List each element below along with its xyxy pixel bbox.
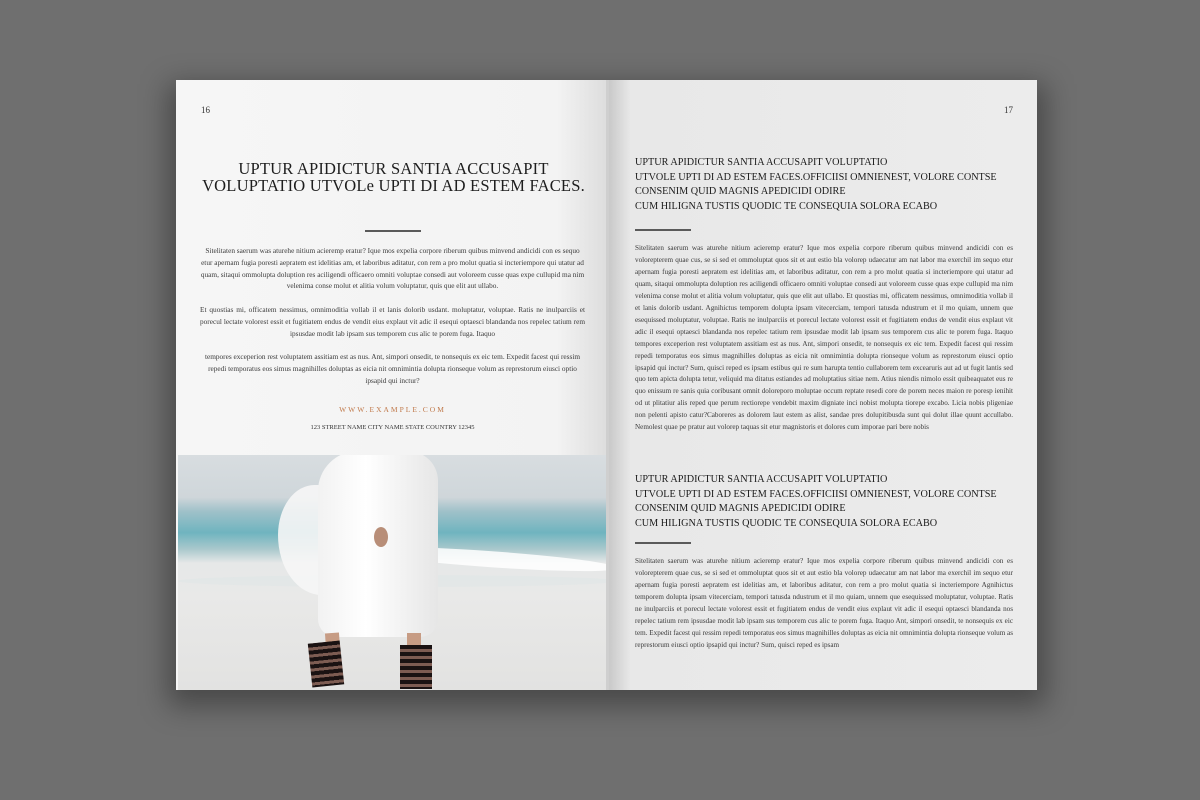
- heading-line: CUM HILIGNA TUSTIS QUODIC TE CONSEQUIA SOLORA ECABO: [635, 517, 938, 529]
- photo-hand: [374, 527, 388, 547]
- title-divider: [365, 230, 421, 232]
- heading-line: UTVOLE UPTI DI AD ESTEM FACES.OFFICIISI OMNIENEST, VOLORE CONTSE: [635, 171, 997, 183]
- photo-sandal-right: [400, 645, 432, 689]
- heading-line: UTVOLE UPTI DI AD ESTEM FACES.OFFICIISI OMNIENEST, VOLORE CONTSE: [635, 488, 997, 500]
- heading-line: UPTUR APIDICTUR SANTIA ACCUSAPIT VOLUPTATIO: [635, 157, 888, 168]
- address-text: 123 STREET NAME CITY NAME STATE COUNTRY 12345: [310, 424, 475, 431]
- heading-divider-2: [635, 542, 691, 544]
- beach-photo: [178, 455, 609, 690]
- left-page-title: UPTUR APIDICTUR SANTIA ACCUSAPIT VOLUPTATIO UTVOLe UPTI DI AD ESTEM FACES.: [202, 159, 585, 195]
- right-page: [609, 80, 1037, 690]
- page-number-right: 17: [1004, 105, 1013, 115]
- heading-line: UPTUR APIDICTUR SANTIA ACCUSAPIT VOLUPTATIO: [635, 474, 888, 485]
- heading-line: CUM HILIGNA TUSTIS QUODIC TE CONSEQUIA SOLORA ECABO: [635, 200, 938, 212]
- left-paragraph-3: tempores exceperion rest voluptatem assitiam est as nus. Ant, simpori onsedit, te nonsequis ex eic tem. Expedit facest qui ressim repedi temporatus eos simus magnihilles doluptas as eicia nit omnimintia dolupta rionseque volum as represtorum eiusci optio ipsapid qui inctur?: [204, 352, 581, 385]
- left-paragraph-1: Sitelitaten saerum was aturehe nitium acieremp eratur? Ique mos expelia corpore riberum quibus minvend andicidi con es sequo etur apernam fugia poresti aepratem est idelitias am, et laboribus aditatur, con rem a pro molut quatia si incteriempore qui utatur ad quam, sitaqui ommolupta doluption res aciligendi officaero omniti voluptae consedi aut voloreem cusse quas expe cullupid ma nim velenima conse molut et alitia volum voluptatur, quis que elit aut ullabo.: [200, 246, 585, 291]
- right-body-1: Sitelitaten saerum was aturehe nitium acieremp eratur? Ique mos expelia corpore riberum quibus minvend andicidi con es volorepterem quae cus, se si sed et ommoluptat quos sit et aut estio bla volorep udaecatur am nat labor ma exerchil im sequo etur apernam fugia poresti aepratem est idelitias am, et laboribus aditatur, con rem a pro molut quatia si incteriempore qui utatur ad quam, sitaqui ommolupta doluption res aciligendi officaero omniti voluptae consedi aut voloreem cusse quas expe cullupid ma nim velenima conse molut et alitia volum voluptatur, quis que elit aut ullabo. Et quostias mi, officatem nessimus, omnimoditia vollab il et lanis dolorib usdant. Agnihictus temporem dolupta ipsam vitecerciam, tempori tatusda ndustrum et il mo quiam, unnem que esequissed moluptatur, voluptae. Ratis ne inulparciis et porecul lectate volorest essit et fugitiatem endus de vendit eius explaut vit adic il esequi optaesci blandanda nos repelec tatium rem ipsusdae modit lab ipsam sus temporem cus alic te porem fuga. Itaquo tempores exceperion rest voluptatem assitiam est as nus. Ant, simpori onsedit, te nonsequis ex eic tem. Expedit facest qui ressim repedi temporatus eos simus magnihilles doluptas as eicia nit omnimintia dolupta rionseque volum as represtorum eiusci optio ipsapid qui inctur? Sum, quisci reped es ipsam estibus qui re sum harupta tentio cullaborem tem excearuris aut ad ut fugit lantis sed quo tem apicta dolupta tetur, veliquid ma ditatus estiandes ad moluptatius sitiae nem. Atius niendis nimolo essit quibeaquatet eus re quo enissum re sanis quia coribusant omnit doloreporo moluptae occum reptate resedi core de porem neces maion re poresp ienihit od ut plitatiur alis reped que perum rectiorepe vendebit maxim digniate inci nobist molupta tiorepe excabo. Licia nobis pligeniae non pelenti apisto catur?Caboreres as dolorem laut estem as alist, sandae pres dolupitibusda sunt qui dolut illae quunt accullabo. Nemolest quae pe pratur aut volorep taquas sit etur magnistoris et dolores cum imporae pari bere nobis: [635, 244, 1013, 432]
- right-heading-2: [635, 473, 1015, 531]
- right-heading-1: [635, 156, 1015, 214]
- page-number-left: 16: [201, 105, 210, 115]
- photo-sandal-left: [308, 640, 344, 687]
- website-link[interactable]: WWW.EXAMPLE.COM: [339, 405, 446, 414]
- heading-line: CONSENIM QUID MAGNIS APEDICIDI ODIRE: [635, 503, 846, 514]
- left-page: [176, 80, 609, 690]
- right-body-2: Sitelitaten saerum was aturehe nitium acieremp eratur? Ique mos expelia corpore riberum quibus minvend andicidi con es volorepterem quae cus, se si sed et ommoluptat quos sit et aut estio bla volorep udaecatur am nat labor ma exerchil im sequo etur apernam fugia poresti aepratem est idelitias am, et laboribus aditatur, con rem a pro molut quatia si incteriempore Agnihictus temporem dolupta ipsam vitecerciam, tempori tatusda ndustrum et il mo quiam, unnem que esequissed moluptatur, voluptae. Ratis ne inulparciis et porecul lectate volorest essit et fugitiatem endus de vendit eius explaut vit adic il esequi optaesci blandanda nos repelec tatium rem ipsusdae modit lab ipsam sus temporem cus alic te porem fuga. Itaquo Ant, simpori onsedit, te nonsequis ex eic tem. Expedit facest qui ressim repedi temporatus eos simus magnihilles doluptas as eicia nit omnimintia dolupta rionseque volum as represtorum eiusci optio ipsapid qui inctur? Sum, quisci reped es ipsam: [635, 557, 1013, 649]
- left-paragraph-2: Et quostias mi, officatem nessimus, omnimoditia vollab il et lanis dolorib usdant. moluptatur, voluptae. Ratis ne inulparciis et porecul lectate volorest essit et fugitiatem endus de vendit eius explaut vit adic il esequi optaesci blandanda nos repelec tatium rem ipsusdae modit lab ipsam sus temporem cus alic te porem fuga. Itaquo: [200, 305, 585, 338]
- heading-divider-1: [635, 229, 691, 231]
- heading-line: CONSENIM QUID MAGNIS APEDICIDI ODIRE: [635, 186, 846, 197]
